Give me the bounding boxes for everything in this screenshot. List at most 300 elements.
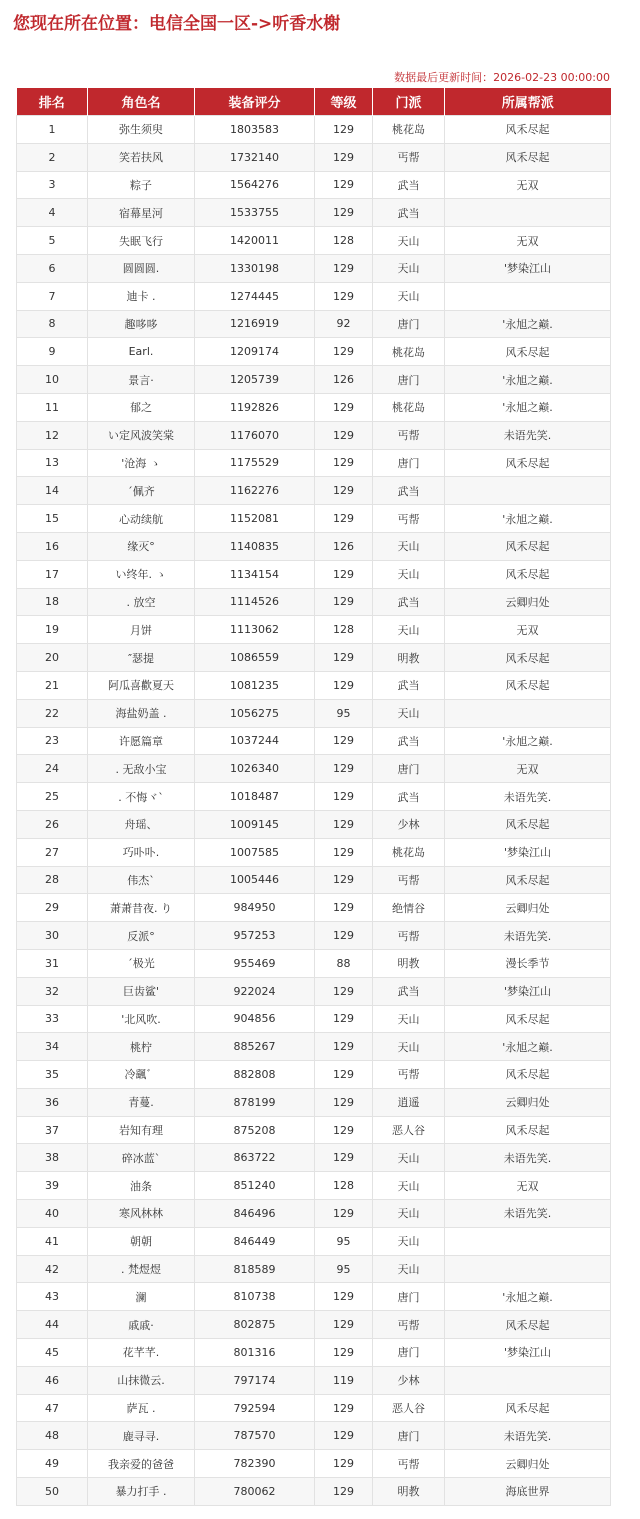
level-cell: 129	[315, 1033, 373, 1061]
score-cell: 846496	[195, 1200, 315, 1228]
name-cell: . 无敌小宝	[88, 755, 195, 783]
table-row	[17, 1450, 611, 1478]
school-cell: 天山	[373, 1227, 445, 1255]
table-row	[17, 671, 611, 699]
guild-cell: 无双	[445, 1172, 611, 1200]
table-row	[17, 1227, 611, 1255]
guild-cell: 风禾尽起	[445, 560, 611, 588]
column-header-school: 门派	[373, 88, 445, 116]
rank-cell: 25	[17, 783, 88, 811]
name-cell: 伟杰`	[88, 866, 195, 894]
level-cell: 129	[315, 1394, 373, 1422]
table-row	[17, 1478, 611, 1506]
name-cell: ´极光	[88, 949, 195, 977]
name-cell: 舟瑶、	[88, 810, 195, 838]
name-cell: 粽子	[88, 171, 195, 199]
name-cell: 巧卟卟.	[88, 838, 195, 866]
rank-cell: 28	[17, 866, 88, 894]
name-cell: 宿幕星河	[88, 199, 195, 227]
table-row	[17, 560, 611, 588]
table-row	[17, 1088, 611, 1116]
score-cell: 885267	[195, 1033, 315, 1061]
column-header-name: 角色名	[88, 88, 195, 116]
rank-cell: 32	[17, 977, 88, 1005]
guild-cell: 风禾尽起	[445, 644, 611, 672]
rank-cell: 7	[17, 282, 88, 310]
guild-cell: 风禾尽起	[445, 116, 611, 144]
name-cell: ´佩齐	[88, 477, 195, 505]
rank-cell: 50	[17, 1478, 88, 1506]
level-cell: 129	[315, 838, 373, 866]
name-cell: Earl.	[88, 338, 195, 366]
guild-cell: 风禾尽起	[445, 1394, 611, 1422]
rank-cell: 22	[17, 699, 88, 727]
school-cell: 天山	[373, 1200, 445, 1228]
rank-cell: 30	[17, 922, 88, 950]
score-cell: 797174	[195, 1366, 315, 1394]
guild-cell: 风禾尽起	[445, 1311, 611, 1339]
level-cell: 88	[315, 949, 373, 977]
level-cell: 92	[315, 310, 373, 338]
rank-cell: 36	[17, 1088, 88, 1116]
guild-cell: 风禾尽起	[445, 1005, 611, 1033]
level-cell: 128	[315, 1172, 373, 1200]
name-cell: 巨齿鲨'	[88, 977, 195, 1005]
score-cell: 1086559	[195, 644, 315, 672]
name-cell: 山抹微云.	[88, 1366, 195, 1394]
guild-cell: 风禾尽起	[445, 532, 611, 560]
guild-cell: 云卿归处	[445, 1450, 611, 1478]
score-cell: 780062	[195, 1478, 315, 1506]
name-cell: 海盐奶盖 .	[88, 699, 195, 727]
school-cell: 丐帮	[373, 421, 445, 449]
level-cell: 129	[315, 894, 373, 922]
guild-cell: 风禾尽起	[445, 338, 611, 366]
school-cell: 丐帮	[373, 866, 445, 894]
guild-cell: '梦染江山	[445, 977, 611, 1005]
rank-cell: 8	[17, 310, 88, 338]
table-row	[17, 143, 611, 171]
school-cell: 桃花岛	[373, 116, 445, 144]
guild-cell: 风禾尽起	[445, 866, 611, 894]
school-cell: 唐门	[373, 1422, 445, 1450]
level-cell: 129	[315, 1478, 373, 1506]
name-cell: 萨瓦 .	[88, 1394, 195, 1422]
name-cell: 笑若扶风	[88, 143, 195, 171]
guild-cell: '永旭之巅.	[445, 1283, 611, 1311]
table-row	[17, 949, 611, 977]
name-cell: 桃柠	[88, 1033, 195, 1061]
table-row	[17, 922, 611, 950]
rank-cell: 11	[17, 393, 88, 421]
score-cell: 922024	[195, 977, 315, 1005]
score-cell: 875208	[195, 1116, 315, 1144]
guild-cell: 云卿归处	[445, 588, 611, 616]
score-cell: 1114526	[195, 588, 315, 616]
level-cell: 129	[315, 254, 373, 282]
score-cell: 1533755	[195, 199, 315, 227]
school-cell: 恶人谷	[373, 1394, 445, 1422]
level-cell: 119	[315, 1366, 373, 1394]
school-cell: 桃花岛	[373, 338, 445, 366]
rank-cell: 35	[17, 1061, 88, 1089]
level-cell: 129	[315, 671, 373, 699]
rank-cell: 40	[17, 1200, 88, 1228]
table-row	[17, 1172, 611, 1200]
guild-cell: 云卿归处	[445, 1088, 611, 1116]
level-cell: 129	[315, 393, 373, 421]
name-cell: い定风波笑棠	[88, 421, 195, 449]
guild-cell: 未语先笑.	[445, 1422, 611, 1450]
table-row	[17, 616, 611, 644]
table-row	[17, 1366, 611, 1394]
rank-cell: 20	[17, 644, 88, 672]
school-cell: 丐帮	[373, 505, 445, 533]
guild-cell: 云卿归处	[445, 894, 611, 922]
name-cell: 青蔓.	[88, 1088, 195, 1116]
school-cell: 绝情谷	[373, 894, 445, 922]
name-cell: ″瑟提	[88, 644, 195, 672]
score-cell: 1803583	[195, 116, 315, 144]
name-cell: 趣哆哆	[88, 310, 195, 338]
score-cell: 1162276	[195, 477, 315, 505]
score-cell: 1056275	[195, 699, 315, 727]
table-row	[17, 783, 611, 811]
guild-cell: 无双	[445, 616, 611, 644]
score-cell: 1140835	[195, 532, 315, 560]
table-row	[17, 366, 611, 394]
guild-cell: 风禾尽起	[445, 1061, 611, 1089]
level-cell: 129	[315, 588, 373, 616]
name-cell: '沧海 ゝ	[88, 449, 195, 477]
level-cell: 129	[315, 810, 373, 838]
rank-cell: 9	[17, 338, 88, 366]
level-cell: 129	[315, 1450, 373, 1478]
name-cell: 花芊芊.	[88, 1339, 195, 1367]
name-cell: 缘灭°	[88, 532, 195, 560]
rank-cell: 31	[17, 949, 88, 977]
name-cell: 失眠飞行	[88, 227, 195, 255]
guild-cell	[445, 1366, 611, 1394]
score-cell: 1732140	[195, 143, 315, 171]
level-cell: 129	[315, 1061, 373, 1089]
guild-cell: 无双	[445, 227, 611, 255]
rank-cell: 41	[17, 1227, 88, 1255]
table-row	[17, 1422, 611, 1450]
score-cell: 1152081	[195, 505, 315, 533]
rank-cell: 34	[17, 1033, 88, 1061]
school-cell: 武当	[373, 977, 445, 1005]
rank-cell: 42	[17, 1255, 88, 1283]
score-cell: 851240	[195, 1172, 315, 1200]
name-cell: 迪卡 .	[88, 282, 195, 310]
guild-cell	[445, 1255, 611, 1283]
level-cell: 95	[315, 1255, 373, 1283]
level-cell: 129	[315, 560, 373, 588]
score-cell: 1009145	[195, 810, 315, 838]
table-row	[17, 1394, 611, 1422]
school-cell: 武当	[373, 588, 445, 616]
rank-cell: 29	[17, 894, 88, 922]
name-cell: 我亲爱的爸爸	[88, 1450, 195, 1478]
score-cell: 1037244	[195, 727, 315, 755]
rank-cell: 37	[17, 1116, 88, 1144]
name-cell: . 梵煜煜	[88, 1255, 195, 1283]
rank-cell: 33	[17, 1005, 88, 1033]
score-cell: 1330198	[195, 254, 315, 282]
name-cell: 冷颻゛	[88, 1061, 195, 1089]
rank-cell: 1	[17, 116, 88, 144]
table-row	[17, 393, 611, 421]
table-row	[17, 1144, 611, 1172]
name-cell: 弥生须臾	[88, 116, 195, 144]
name-cell: . 不悔ヾ`	[88, 783, 195, 811]
score-cell: 1026340	[195, 755, 315, 783]
table-row	[17, 644, 611, 672]
rank-cell: 46	[17, 1366, 88, 1394]
table-row	[17, 310, 611, 338]
school-cell: 逍遥	[373, 1088, 445, 1116]
guild-cell: 未语先笑.	[445, 1144, 611, 1172]
table-row	[17, 1005, 611, 1033]
table-row	[17, 810, 611, 838]
rank-cell: 44	[17, 1311, 88, 1339]
level-cell: 95	[315, 699, 373, 727]
score-cell: 1420011	[195, 227, 315, 255]
guild-cell: 风禾尽起	[445, 449, 611, 477]
name-cell: 心动续航	[88, 505, 195, 533]
school-cell: 天山	[373, 1144, 445, 1172]
level-cell: 126	[315, 532, 373, 560]
rank-cell: 48	[17, 1422, 88, 1450]
school-cell: 武当	[373, 171, 445, 199]
score-cell: 878199	[195, 1088, 315, 1116]
column-header-score: 装备评分	[195, 88, 315, 116]
name-cell: 萧萧昔夜. り	[88, 894, 195, 922]
table-row	[17, 532, 611, 560]
name-cell: . 放空	[88, 588, 195, 616]
rank-cell: 13	[17, 449, 88, 477]
guild-cell: 漫长季节	[445, 949, 611, 977]
ranking-table-body	[17, 116, 611, 1506]
score-cell: 1216919	[195, 310, 315, 338]
guild-cell: '梦染江山	[445, 1339, 611, 1367]
school-cell: 武当	[373, 727, 445, 755]
rank-cell: 23	[17, 727, 88, 755]
table-row	[17, 866, 611, 894]
score-cell: 1134154	[195, 560, 315, 588]
table-row	[17, 727, 611, 755]
school-cell: 唐门	[373, 1339, 445, 1367]
name-cell: 阿瓜喜歡夏天	[88, 671, 195, 699]
school-cell: 丐帮	[373, 922, 445, 950]
school-cell: 明教	[373, 644, 445, 672]
guild-cell: 未语先笑.	[445, 922, 611, 950]
name-cell: 戚戚·	[88, 1311, 195, 1339]
ranking-table	[16, 88, 611, 1506]
level-cell: 129	[315, 1088, 373, 1116]
score-cell: 787570	[195, 1422, 315, 1450]
table-row	[17, 977, 611, 1005]
school-cell: 天山	[373, 227, 445, 255]
level-cell: 129	[315, 866, 373, 894]
level-cell: 129	[315, 1311, 373, 1339]
level-cell: 129	[315, 143, 373, 171]
column-header-rank: 排名	[17, 88, 88, 116]
name-cell: 郁之	[88, 393, 195, 421]
table-row	[17, 1116, 611, 1144]
score-cell: 1175529	[195, 449, 315, 477]
score-cell: 1192826	[195, 393, 315, 421]
table-row	[17, 1033, 611, 1061]
rank-cell: 15	[17, 505, 88, 533]
level-cell: 129	[315, 421, 373, 449]
school-cell: 天山	[373, 1005, 445, 1033]
score-cell: 792594	[195, 1394, 315, 1422]
name-cell: 朝朝	[88, 1227, 195, 1255]
level-cell: 129	[315, 1283, 373, 1311]
rank-cell: 17	[17, 560, 88, 588]
score-cell: 1005446	[195, 866, 315, 894]
name-cell: 反派°	[88, 922, 195, 950]
table-row	[17, 421, 611, 449]
rank-cell: 39	[17, 1172, 88, 1200]
guild-cell	[445, 199, 611, 227]
school-cell: 武当	[373, 783, 445, 811]
guild-cell: '永旭之巅.	[445, 393, 611, 421]
level-cell: 129	[315, 1005, 373, 1033]
score-cell: 882808	[195, 1061, 315, 1089]
rank-cell: 5	[17, 227, 88, 255]
level-cell: 129	[315, 783, 373, 811]
name-cell: 景言·	[88, 366, 195, 394]
name-cell: 澜	[88, 1283, 195, 1311]
level-cell: 128	[315, 227, 373, 255]
name-cell: '北风吹.	[88, 1005, 195, 1033]
level-cell: 129	[315, 477, 373, 505]
rank-cell: 49	[17, 1450, 88, 1478]
table-row	[17, 171, 611, 199]
score-cell: 863722	[195, 1144, 315, 1172]
rank-cell: 38	[17, 1144, 88, 1172]
level-cell: 129	[315, 1422, 373, 1450]
guild-cell: 风禾尽起	[445, 810, 611, 838]
guild-cell: '永旭之巅.	[445, 727, 611, 755]
name-cell: 月饼	[88, 616, 195, 644]
guild-cell	[445, 282, 611, 310]
school-cell: 武当	[373, 477, 445, 505]
guild-cell: 风禾尽起	[445, 143, 611, 171]
table-row	[17, 477, 611, 505]
level-cell: 129	[315, 1144, 373, 1172]
name-cell: 鹿寻寻.	[88, 1422, 195, 1450]
guild-cell: 风禾尽起	[445, 671, 611, 699]
school-cell: 天山	[373, 1255, 445, 1283]
level-cell: 129	[315, 282, 373, 310]
table-row	[17, 199, 611, 227]
table-row	[17, 338, 611, 366]
score-cell: 1209174	[195, 338, 315, 366]
level-cell: 129	[315, 1116, 373, 1144]
rank-cell: 12	[17, 421, 88, 449]
table-row	[17, 116, 611, 144]
name-cell: 岩知有理	[88, 1116, 195, 1144]
score-cell: 1205739	[195, 366, 315, 394]
school-cell: 天山	[373, 254, 445, 282]
rank-cell: 18	[17, 588, 88, 616]
rank-cell: 2	[17, 143, 88, 171]
score-cell: 1564276	[195, 171, 315, 199]
level-cell: 95	[315, 1227, 373, 1255]
school-cell: 丐帮	[373, 1450, 445, 1478]
table-row	[17, 699, 611, 727]
score-cell: 801316	[195, 1339, 315, 1367]
guild-cell: '永旭之巅.	[445, 505, 611, 533]
level-cell: 129	[315, 755, 373, 783]
guild-cell: 无双	[445, 171, 611, 199]
rank-cell: 4	[17, 199, 88, 227]
school-cell: 天山	[373, 616, 445, 644]
score-cell: 782390	[195, 1450, 315, 1478]
score-cell: 1176070	[195, 421, 315, 449]
school-cell: 天山	[373, 282, 445, 310]
location-breadcrumb: 您现在所在位置：电信全国一区->听香水榭	[13, 14, 341, 34]
score-cell: 846449	[195, 1227, 315, 1255]
score-cell: 802875	[195, 1311, 315, 1339]
table-row	[17, 282, 611, 310]
name-cell: 暴力打手 .	[88, 1478, 195, 1506]
rank-cell: 6	[17, 254, 88, 282]
name-cell: 寒风林林	[88, 1200, 195, 1228]
level-cell: 129	[315, 644, 373, 672]
score-cell: 955469	[195, 949, 315, 977]
level-cell: 128	[315, 616, 373, 644]
guild-cell: 海底世界	[445, 1478, 611, 1506]
guild-cell	[445, 699, 611, 727]
rank-cell: 27	[17, 838, 88, 866]
school-cell: 武当	[373, 199, 445, 227]
school-cell: 唐门	[373, 310, 445, 338]
table-row	[17, 1339, 611, 1367]
guild-cell	[445, 1227, 611, 1255]
rank-cell: 47	[17, 1394, 88, 1422]
school-cell: 桃花岛	[373, 838, 445, 866]
school-cell: 恶人谷	[373, 1116, 445, 1144]
guild-cell: 未语先笑.	[445, 421, 611, 449]
level-cell: 129	[315, 1200, 373, 1228]
score-cell: 1007585	[195, 838, 315, 866]
level-cell: 129	[315, 1339, 373, 1367]
level-cell: 129	[315, 505, 373, 533]
name-cell: 油条	[88, 1172, 195, 1200]
column-header-level: 等级	[315, 88, 373, 116]
guild-cell: '梦染江山	[445, 838, 611, 866]
score-cell: 957253	[195, 922, 315, 950]
level-cell: 129	[315, 171, 373, 199]
guild-cell: '永旭之巅.	[445, 310, 611, 338]
rank-cell: 16	[17, 532, 88, 560]
table-row	[17, 1200, 611, 1228]
school-cell: 丐帮	[373, 1061, 445, 1089]
score-cell: 1018487	[195, 783, 315, 811]
name-cell: 碎冰蓝`	[88, 1144, 195, 1172]
table-row	[17, 755, 611, 783]
rank-cell: 43	[17, 1283, 88, 1311]
school-cell: 明教	[373, 949, 445, 977]
score-cell: 904856	[195, 1005, 315, 1033]
last-update-time: 数据最后更新时间：2026-02-23 00:00:00	[394, 71, 610, 84]
level-cell: 129	[315, 727, 373, 755]
